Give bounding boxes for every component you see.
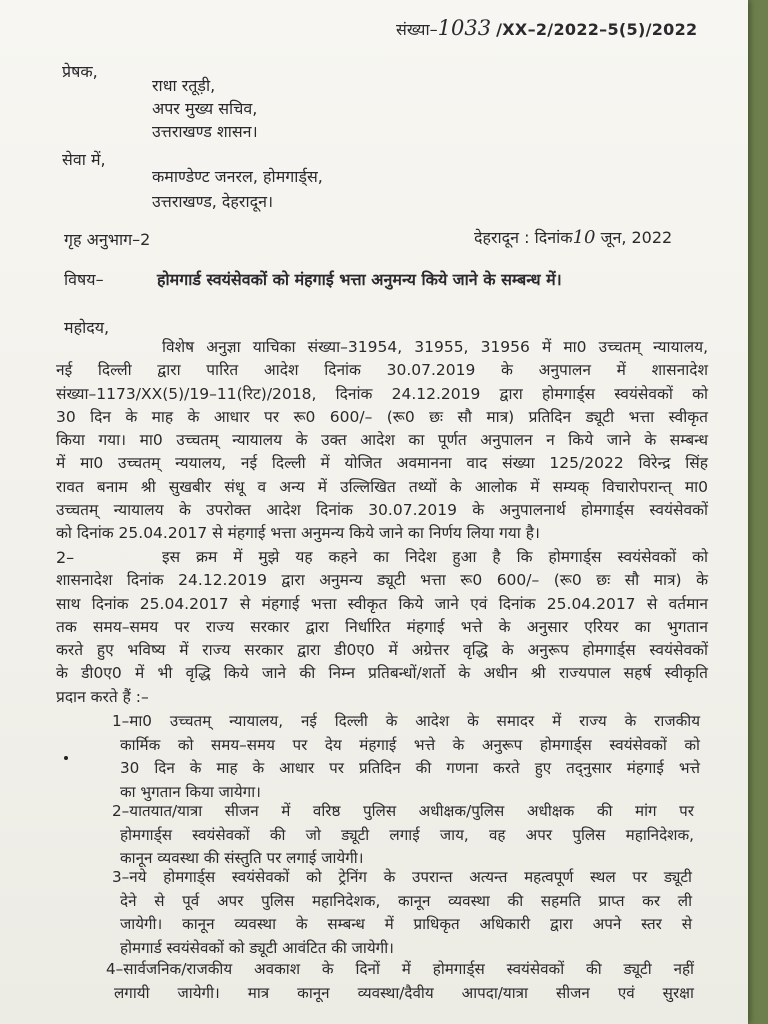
paragraph-2-number: 2– <box>56 548 75 567</box>
paragraph-line: किया गया। मा0 उच्चतम् न्यायालय के उक्त आदेश का पूर्णत अनुपालन न किये जाने के सम्बन्ध <box>56 431 708 450</box>
paragraph-2 <box>56 546 708 709</box>
sender-office: उत्तराखण्ड शासन। <box>152 122 258 141</box>
department: गृह अनुभाग–2 <box>64 230 151 249</box>
date-suffix: जून, 2022 <box>600 228 673 247</box>
condition-line: का भुगतान किया जायेगा। <box>120 782 261 801</box>
condition-1 <box>112 710 700 804</box>
paragraph-line: तक समय–समय पर राज्य सरकार द्वारा निर्धारित मंहगाई भत्ते के अनुसार एरियर का भुगतान <box>56 617 708 636</box>
paragraph-line: के डी0ए0 में भी वृद्धि किये जाने की निम्न प्रतिबन्धों/शर्तो के अधीन श्री राज्यपाल सहर्ष स्वीकृति <box>56 664 708 683</box>
reference-handwritten-number: 1033 <box>437 16 492 40</box>
subject-label: विषय– <box>64 270 104 289</box>
sender-designation: अपर मुख्य सचिव, <box>152 99 258 118</box>
condition-line: होमगार्ड स्वयंसेवकों को ड्यूटी आवंटित की जायेगी। <box>120 938 394 957</box>
recipient-designation: कमाण्डेण्ट जनरल, होमगार्ड्स, <box>152 167 323 186</box>
paragraph-line: इस क्रम में मुझे यह कहने का निदेश हुआ है कि होमगार्ड्स स्वयंसेवकों को <box>162 548 708 566</box>
condition-line: 4–सार्वजनिक/राजकीय अवकाश के दिनों में होमगार्ड्स स्वयंसेवकों की ड्यूटी नहीं <box>106 960 694 978</box>
sender-label: प्रेषक, <box>62 62 98 81</box>
paragraph-line: संख्या–1173/XX(5)/19–11(रिट)/2018, दिनांक 24.12.2019 द्वारा होमगार्ड्स स्वयंसेवकों को <box>56 384 708 403</box>
condition-line: देने से पूर्व अपर पुलिस महानिदेशक, कानून व्यवस्था की सहमति प्राप्त कर ली <box>120 891 692 910</box>
condition-line: 2–यातयात/यात्रा सीजन में वरिष्ठ पुलिस अधीक्षक/पुलिस अधीक्षक की मांग पर <box>112 802 694 820</box>
reference-label: संख्या– <box>396 20 438 39</box>
paragraph-line: 30 दिन के माह के आधार पर रू0 600/– (रू0 छः सौ मात्र) प्रतिदिन ड्यूटी भत्ता स्वीकृत <box>56 407 708 426</box>
subject-text: होमगार्ड स्वयंसेवकों को मंहगाई भत्ता अनुमन्य किये जाने के सम्बन्ध में। <box>157 270 562 289</box>
condition-line: 1–मा0 उच्चतम् न्यायालय, नई दिल्ली के आदेश के समादर में राज्य के राजकीय <box>112 712 700 730</box>
place-date-prefix: देहरादून : दिनांक <box>474 228 573 247</box>
condition-2 <box>112 800 694 871</box>
condition-line: लगायी जायेगी। मात्र कानून व्यवस्था/दैवीय आपदा/यात्रा सीजन एवं सुरक्षा <box>114 983 694 1002</box>
condition-line: होमगार्ड्स स्वयंसेवकों की जो ड्यूटी लगाई जाय, वह अपर पुलिस महानिदेशक, <box>120 825 694 844</box>
recipient-label: सेवा में, <box>62 150 106 169</box>
salutation: महोदय, <box>64 318 110 337</box>
condition-line: जायेगी। कानून व्यवस्था के सम्बन्ध में प्राधिकृत अधिकारी द्वारा अपने स्तर से <box>120 915 692 933</box>
pen-dot-mark <box>64 756 68 760</box>
condition-4 <box>106 958 694 1005</box>
condition-line: 3–नये होमगार्ड्स स्वयंसेवकों को ट्रेनिंग के उपरान्त अत्यन्त महत्वपूर्ण स्थल पर ड्यूटी <box>112 868 692 886</box>
paragraph-line: प्रदान करते हैं :– <box>56 687 149 706</box>
place-date <box>474 226 672 248</box>
paragraph-line: विशेष अनुज्ञा याचिका संख्या–31954, 31955, 31956 में मा0 उच्चतम् न्यायालय, <box>162 338 708 356</box>
paragraph-1 <box>56 336 708 546</box>
paragraph-line: साथ दिनांक 25.04.2017 से मंहगाई भत्ता स्वीकृत किये जाने एवं दिनांक 25.04.2017 से वर्तमान <box>56 594 708 613</box>
handwritten-date: 10 <box>572 227 596 248</box>
recipient-address: उत्तराखण्ड, देहरादून। <box>152 192 274 211</box>
condition-line: कानून व्यवस्था की संस्तुति पर लगाई जायेगी। <box>120 849 364 867</box>
paragraph-line: करते हुए भविष्य में राज्य सरकार द्वारा डी0ए0 में अग्रेत्तर वृद्धि के अनुरूप होमगार्ड्स स्वयंसेवकों <box>56 641 708 660</box>
condition-line: 30 दिन के माह के आधार पर प्रतिदिन की गणना करते हुए तद्नुसार मंहगाई भत्ते <box>120 759 700 777</box>
condition-line: कार्मिक को समय–समय पर देय मंहगाई भत्ते के अनुरूप होमगार्ड्स स्वयंसेवकों को <box>120 735 700 754</box>
paragraph-line: नई दिल्ली द्वारा पारित आदेश दिनांक 30.07.2019 के अनुपालन में शासनादेश <box>56 361 708 380</box>
paragraph-line: शासनादेश दिनांक 24.12.2019 द्वारा अनुमन्य ड्यूटी भत्ता रू0 600/– (रू0 छः सौ मात्र) के <box>56 571 708 590</box>
paragraph-line: रावत बनाम श्री सुखबीर संधू व अन्य में उल्लिखित तथ्यों के आलोक में सम्यक् विचारोपरान्त् मा0 <box>56 477 708 496</box>
paragraph-line: उच्चतम् न्यायालय के उपरोक्त आदेश दिनांक 30.07.2019 के अनुपालनार्थ होमगार्ड्स स्वयंसेवकों <box>56 501 708 520</box>
reference-number <box>396 16 697 40</box>
paragraph-line: में मा0 उच्चतम् न्ययालय, नई दिल्ली में योजित अवमानना वाद संख्या 125/2022 विरेन्द्र सिंह <box>56 454 708 473</box>
condition-3 <box>112 866 692 960</box>
paragraph-line: को दिनांक 25.04.2017 से मंहगाई भत्ता अनुमन्य किये जाने का निर्णय लिया गया है। <box>56 524 540 543</box>
sender-name: राधा रतूड़ी, <box>152 76 216 95</box>
reference-suffix: /XX–2/2022–5(5)/2022 <box>496 20 698 39</box>
